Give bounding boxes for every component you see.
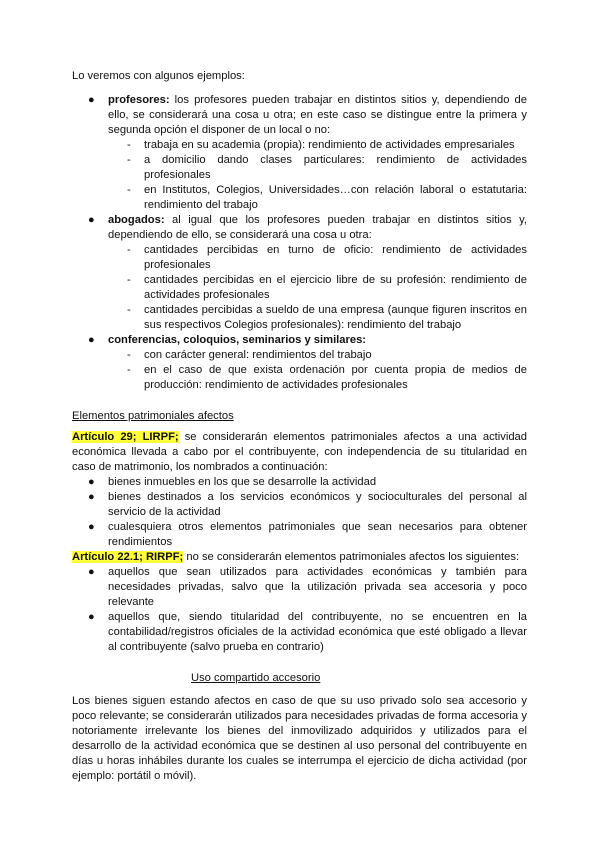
list-item	[72, 138, 527, 153]
list-item-text: en el caso de que exista ordenación por cuenta propia de medios de producción: rendimiento de actividades profesionales	[144, 364, 527, 391]
list-item-text: cualesquiera otros elementos patrimoniales que sean necesarios para obtener rendimientos	[108, 521, 527, 548]
list-item-text: aquellos que sean utilizados para actividades económicas y también para necesidades privadas, salvo que la utilización privada sea accesoria y poco relevante	[108, 566, 527, 608]
list-item	[72, 303, 527, 333]
dash-icon: -	[127, 154, 131, 166]
uso-paragraph: Los bienes siguen estando afectos en caso de que su uso privado solo sea accesorio y poco relevante; se considerarán utilizados para necesidades privadas de forma accesoria y notoriamente irrelevante los bienes del inmovilizado adquiridos y utilizados para el desarrollo de la actividad económica que se destinen al uso personal del contribuyente en días u horas inhábiles durante los cuales se interrumpa el ejercicio de dicha actividad (por ejemplo: portátil o móvil).	[72, 695, 527, 782]
list-item	[72, 183, 527, 213]
document-page	[72, 69, 527, 784]
dash-icon: -	[127, 274, 131, 286]
list-item	[72, 490, 527, 520]
bullet-abogados	[72, 213, 527, 243]
art22-text: no se considerarán elementos patrimoniales afectos los siguientes:	[183, 551, 520, 563]
list-item	[72, 243, 527, 273]
abogados-text: al igual que los profesores pueden trabajar en distintos sitios y, dependiendo de ello, se considerará una cosa u otra:	[108, 214, 527, 241]
dash-icon: -	[127, 304, 131, 316]
list-item-text: a domicilio dando clases particulares: rendimiento de actividades profesionales	[144, 154, 527, 181]
list-item	[72, 565, 527, 610]
art29-text: se considerarán elementos patrimoniales afectos a una actividad económica llevada a cabo por el contribuyente, con independencia de su titularidad en caso de matrimonio, los nombrados a continuación:	[72, 431, 528, 473]
list-item	[72, 273, 527, 303]
bullet-icon: ●	[88, 214, 95, 226]
list-item-text: cantidades percibidas a sueldo de una empresa (aunque figuren inscritos en sus respectivos Colegios profesionales): rendimiento del trabajo	[144, 304, 527, 331]
art29-paragraph	[72, 430, 527, 475]
bullet-icon: ●	[88, 611, 95, 623]
list-item-text: con carácter general: rendimientos del trabajo	[144, 349, 372, 361]
intro-paragraph: Lo veremos con algunos ejemplos:	[72, 70, 245, 82]
profesores-text: los profesores pueden trabajar en distintos sitios y, dependiendo de ello, se considerará una cosa u otra; en este caso se distingue entre la primera y segunda opción el disponer de un local o no:	[108, 94, 527, 136]
list-item	[72, 475, 527, 490]
bullet-icon: ●	[88, 491, 95, 503]
dash-icon: -	[127, 364, 131, 376]
uso-heading: Uso compartido accesorio	[191, 672, 321, 684]
elementos-heading: Elementos patrimoniales afectos	[72, 410, 234, 422]
bullet-icon: ●	[88, 94, 95, 106]
dash-icon: -	[127, 244, 131, 256]
bullet-icon: ●	[88, 521, 95, 533]
list-item-text: en Institutos, Colegios, Universidades…con relación laboral o estatutaria: rendimiento del trabajo	[144, 184, 527, 211]
list-item	[72, 348, 527, 363]
list-item	[72, 363, 527, 393]
dash-icon: -	[127, 349, 131, 361]
abogados-title: abogados:	[108, 214, 165, 226]
conferencias-title: conferencias, coloquios, seminarios y similares:	[108, 334, 367, 346]
list-item-text: cantidades percibidas en el ejercicio libre de su profesión: rendimiento de actividades profesionales	[144, 274, 527, 301]
bullet-icon: ●	[88, 476, 95, 488]
bullet-icon: ●	[88, 566, 95, 578]
list-item	[72, 153, 527, 183]
list-item	[72, 520, 527, 550]
art22-paragraph	[72, 550, 527, 565]
profesores-title: profesores:	[108, 94, 170, 106]
dash-icon: -	[127, 184, 131, 196]
list-item	[72, 610, 527, 655]
bullet-conferencias	[72, 333, 527, 348]
bullet-icon: ●	[88, 334, 95, 346]
dash-icon: -	[127, 139, 131, 151]
list-item-text: trabaja en su academia (propia): rendimiento de actividades empresariales	[144, 139, 515, 151]
art22-ref: Artículo 22.1; RIRPF;	[72, 551, 184, 563]
list-item-text: bienes inmuebles en los que se desarrolle la actividad	[108, 476, 377, 488]
list-item-text: bienes destinados a los servicios económicos y socioculturales del personal al servicio de la actividad	[108, 491, 527, 518]
list-item-text: cantidades percibidas en turno de oficio: rendimiento de actividades profesionales	[144, 244, 527, 271]
art29-ref: Artículo 29; LIRPF;	[72, 431, 179, 443]
list-item-text: aquellos que, siendo titularidad del contribuyente, no se encuentren en la contabilidad/registros oficiales de la actividad económica que esté obligado a llevar al contribuyente (salvo prueba en contrario)	[108, 611, 527, 653]
bullet-profesores	[72, 93, 527, 138]
